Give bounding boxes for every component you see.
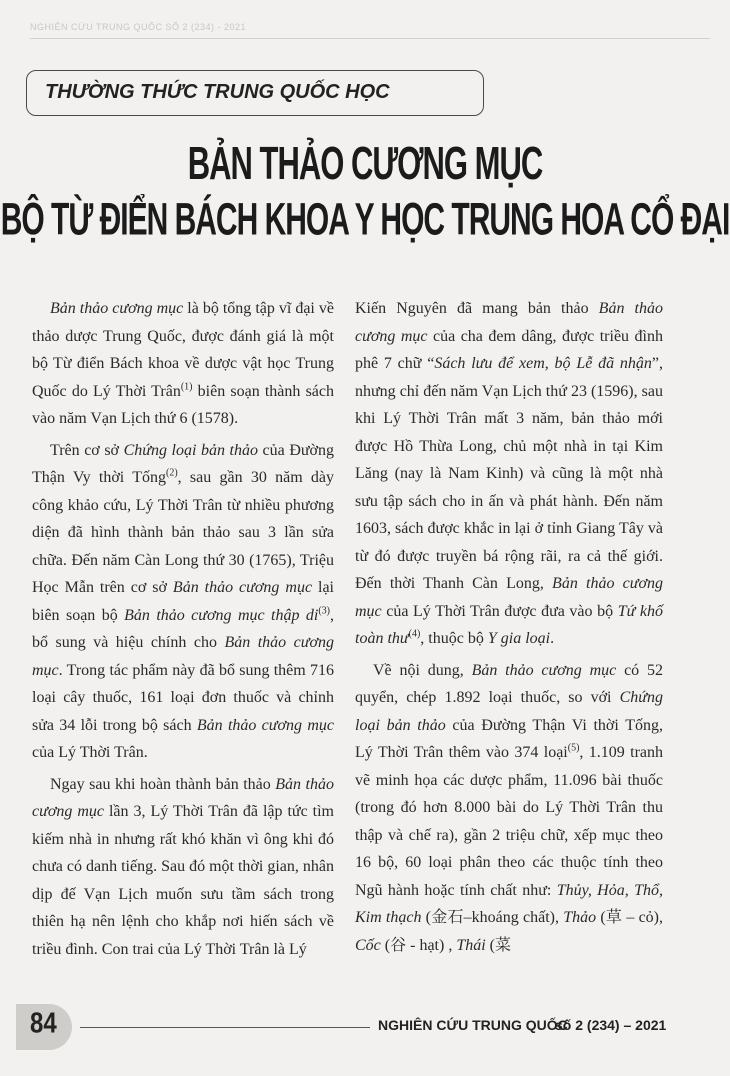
article-title-line-2: BỘ TỪ ĐIỂN BÁCH KHOA Y HỌC TRUNG HOA CỔ ĐẠI [0,195,730,245]
footnote-ref-2: (2) [165,467,178,479]
text-run: Bản thảo cương mục [32,634,334,679]
text-run: . Trong tác phẩm này đã bổ sung thêm 716 loại cây thuốc, 161 loại đơn thuốc và chỉnh sửa 34 lỗi trong bộ sách [32,661,334,734]
text-run: Tứ khố toàn thư [355,602,663,647]
text-run: Chứng loại bản thảo [355,689,663,734]
text-run: Bản thảo cương mục [172,579,313,596]
text-run: , thuộc bộ [420,630,488,647]
left-paragraph-3 [32,771,334,964]
text-run: Thái [456,936,486,954]
text-run: của Lý Thời Trân. [32,744,148,761]
text-run: (草 – cỏ), [596,909,664,926]
journal-name: NGHIÊN CỨU TRUNG QUỐC [378,1017,568,1033]
text-run: của Lý Thời Trân được đưa vào bộ [381,602,618,620]
text-run: Bản thảo cương mục [471,661,617,679]
left-column [32,295,334,963]
text-run: có 52 quyển, chép 1.892 loại thuốc, so với [355,661,663,706]
text-run: ”, nhưng chỉ đến năm Vạn Lịch thứ 23 (1596), sau khi Lý Thời Trân mất 3 năm, bản thảo mới được Hồ Thừa Long, chủ một nhà in tại Kim Lăng (nay là Nam Kinh) và cũng là một nhà sưu tập sách cho in ấn và phát hành. Đến năm 1603, sách được khắc in lại ở tỉnh Giang Tây và từ đó được truyền bá rộng rãi, ra cả thế giới. Đến thời Thanh Càn Long, [355,355,663,592]
text-run: của Đường Thận Vy thời Tống [32,441,335,486]
section-box [26,70,484,116]
right-paragraph-2 [355,657,663,960]
right-column [355,295,663,959]
text-run: lần 3, Lý Thời Trân đã lập tức tìm kiếm nhà in nhưng rất khó khăn vì ông khi đó chưa có danh tiếng. Sau đó một thời gian, nhân dịp đế Vạn Lịch muốn sưu tầm sách trong thiên hạ nên lệnh cho khắp nơi hiến sách về triều đình. Con trai của Lý Thời Trân là Lý [32,803,334,958]
text-run: lại biên soạn bộ [32,579,334,624]
left-paragraph-1 [32,295,334,433]
text-run: Bản thảo cương mục thập di [124,606,319,624]
article-title-line-1: BẢN THẢO CƯƠNG MỤC [187,137,543,190]
text-run: Thủy, Hỏa, Thổ, Kim thạch [355,881,663,926]
footnote-ref-3: (3) [318,605,330,617]
text-run: , 1.109 tranh vẽ minh họa các dược phẩm, 11.096 bài thuốc (trong đó hơn 8.000 bài do Lý Thời Trân thu thập và chế ra), gần 2 triệu chữ, xếp mục theo 16 bộ, 60 loại phân theo các thuộc tính theo Ngũ hành hoặc tính chất như: [355,744,663,899]
footnote-ref-4: (4) [408,628,421,640]
text-run: Bản thảo cương mục [32,775,335,820]
running-head: NGHIÊN CỨU TRUNG QUỐC SỐ 2 (234) - 2021 [30,22,247,32]
text-run: (金石–khoáng chất), [421,909,564,926]
footer-rule [80,1027,370,1028]
text-run: . [550,630,555,647]
text-run: Trên cơ sở [50,441,124,459]
page-number: 84 [30,1007,57,1040]
text-run: Bản thảo cương mục [50,300,184,317]
text-run: , bổ sung và hiệu chính cho [32,606,334,651]
footnote-ref-1: (1) [180,381,193,393]
text-run: Cốc [355,936,381,954]
text-run: Y gia loại [487,630,551,647]
text-run: của Đường Thận Vi thời Tống, Lý Thời Trân thêm vào 374 loại [355,716,663,761]
text-run: , sau gần 30 năm dày công khảo cứu, Lý Thời Trân từ nhiều phương diện đã hình thành bản thảo sau 3 lần sửa chữa. Đến năm Càn Long thứ 30 (1765), Triệu Học Mẫn trên cơ sở [32,469,335,596]
text-run: là bộ tổng tập vĩ đại về thảo dược Trung Quốc, được đánh giá là một bộ Từ điển Bách khoa về dược vật học Trung Quốc do Lý Thời Trân [32,300,334,400]
text-run: Bản thảo cương mục [196,716,335,734]
left-paragraph-2 [32,437,334,767]
text-run: (谷 - hạt) , [380,936,457,954]
text-run: (菜 [485,936,512,954]
text-run: Sách lưu để xem, bộ Lễ đã nhận [434,355,652,372]
text-run: Bản thảo cương mục [355,300,663,345]
text-run: Bản thảo cương mục [355,575,663,620]
text-run: Về nội dung, [373,661,472,679]
right-paragraph-1 [355,295,663,653]
text-run: Chứng loại bản thảo [123,441,258,459]
section-label: THƯỜNG THỨC TRUNG QUỐC HỌC [45,81,390,103]
text-run: biên soạn thành sách vào năm Vạn Lịch thứ 6 (1578). [32,382,334,427]
text-run: Thảo [563,909,597,926]
text-run: của cha đem dâng, được triều đình phê 7 chữ “ [355,327,663,372]
footnote-ref-5: (5) [567,742,580,754]
header-rule [30,38,710,39]
issue-label: số 2 (234) – 2021 [555,1017,667,1033]
text-run: Ngay sau khi hoàn thành bản thảo [50,775,276,793]
text-run: Kiến Nguyên đã mang bản thảo [355,300,599,317]
